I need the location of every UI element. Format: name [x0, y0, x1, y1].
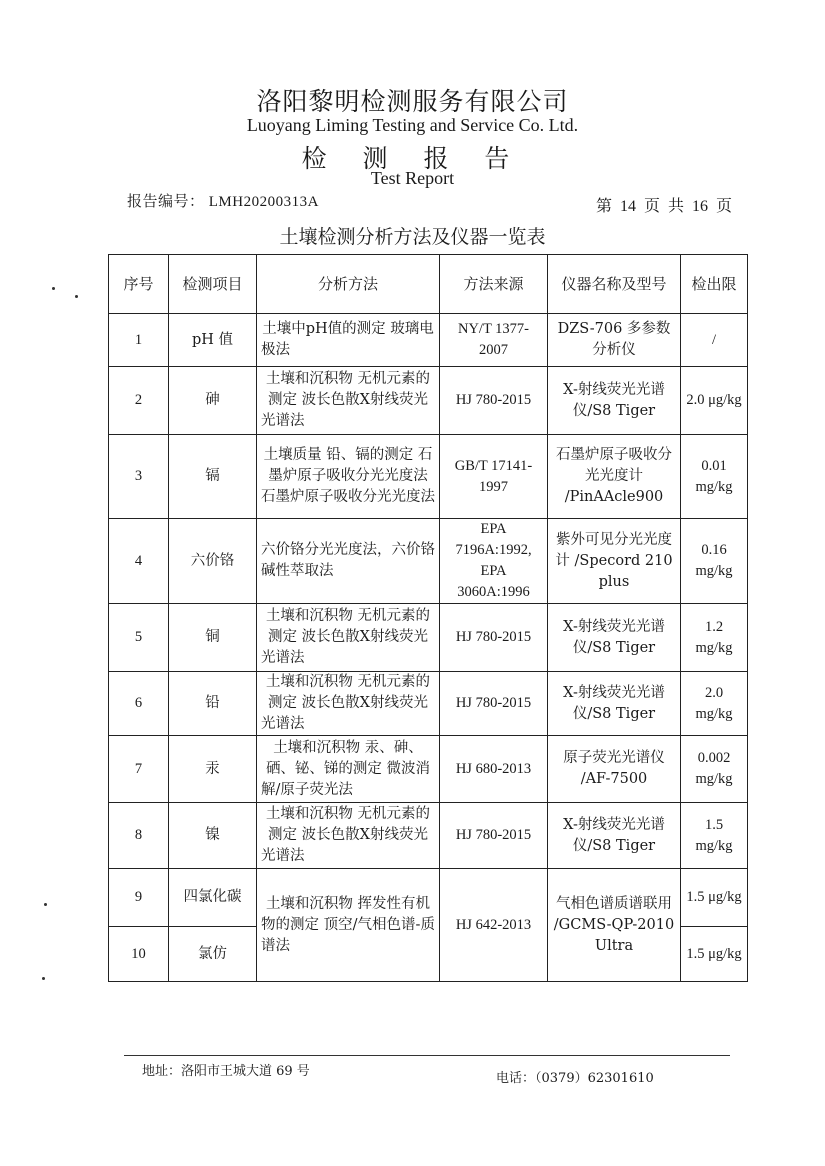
cell-limit: 1.5 μg/kg: [681, 927, 748, 982]
page-info: 第 14 页 共 16 页: [596, 198, 733, 215]
cell-source: GB/T 17141-1997: [440, 435, 548, 519]
cell-method: 土壤和沉积物 汞、砷、硒、铋、锑的测定 微波消解/原子荧光法: [257, 736, 440, 803]
cell-instrument: 紫外可见分光光度计 /Specord 210 plus: [548, 519, 681, 604]
company-name-cn: 洛阳黎明检测服务有限公司: [256, 87, 569, 116]
cell-method: 六价铬分光光度法，六价铬碱性萃取法: [257, 519, 440, 604]
table-row: [109, 736, 748, 803]
cell-no: 5: [109, 604, 169, 672]
cell-no: 8: [109, 803, 169, 869]
cell-item: 汞: [169, 736, 257, 803]
cell-source: HJ 780-2015: [440, 672, 548, 736]
scan-speck: [44, 903, 47, 906]
cell-limit: 2.0 mg/kg: [681, 672, 748, 736]
table-header-row: [109, 255, 748, 314]
cell-instrument: X-射线荧光光谱仪/S8 Tiger: [548, 803, 681, 869]
report-title-cn: 检 测 报 告: [301, 144, 524, 173]
cell-instrument: 原子荧光光谱仪 /AF-7500: [548, 736, 681, 803]
cell-method: 土壤和沉积物 无机元素的测定 波长色散X射线荧光光谱法: [257, 604, 440, 672]
scan-speck: [75, 295, 78, 298]
footer-phone: 电话：（0379）62301610: [496, 1071, 654, 1086]
cell-limit: /: [681, 314, 748, 367]
report-title-en: Test Report: [370, 168, 455, 188]
methods-table: [108, 254, 748, 982]
cell-limit: 0.002 mg/kg: [681, 736, 748, 803]
cell-item: 铜: [169, 604, 257, 672]
cell-source: HJ 780-2015: [440, 604, 548, 672]
cell-no: 2: [109, 367, 169, 435]
table-row: [109, 672, 748, 736]
cell-method: 土壤质量 铅、镉的测定 石墨炉原子吸收分光光度法 石墨炉原子吸收分光光度法: [257, 435, 440, 519]
cell-item: pH 值: [169, 314, 257, 367]
cell-method: 土壤和沉积物 无机元素的测定 波长色散X射线荧光光谱法: [257, 367, 440, 435]
cell-instrument-merged: 气相色谱质谱联用 /GCMS-QP-2010 Ultra: [548, 869, 681, 982]
cell-source: EPA 7196A:1992, EPA 3060A:1996: [440, 519, 548, 604]
cell-limit: 0.16 mg/kg: [681, 519, 748, 604]
header-method: 分析方法: [257, 255, 440, 314]
footer-address: 地址：洛阳市王城大道 69 号: [142, 1064, 310, 1079]
table-row: [109, 869, 748, 927]
table-row: [109, 435, 748, 519]
cell-limit: 0.01 mg/kg: [681, 435, 748, 519]
table-row: [109, 803, 748, 869]
cell-item: 铅: [169, 672, 257, 736]
cell-no: 9: [109, 869, 169, 927]
cell-no: 7: [109, 736, 169, 803]
cell-no: 4: [109, 519, 169, 604]
cell-instrument: X-射线荧光光谱仪/S8 Tiger: [548, 672, 681, 736]
cell-instrument: DZS-706 多参数分析仪: [548, 314, 681, 367]
header-limit: 检出限: [681, 255, 748, 314]
header-instrument: 仪器名称及型号: [548, 255, 681, 314]
cell-item: 镍: [169, 803, 257, 869]
cell-method: 土壤和沉积物 无机元素的测定 波长色散X射线荧光光谱法: [257, 803, 440, 869]
cell-no: 10: [109, 927, 169, 982]
cell-method: 土壤和沉积物 无机元素的测定 波长色散X射线荧光光谱法: [257, 672, 440, 736]
cell-source: HJ 780-2015: [440, 367, 548, 435]
table-title: 土壤检测分析方法及仪器一览表: [279, 226, 546, 248]
cell-limit: 2.0 μg/kg: [681, 367, 748, 435]
footer-divider: [124, 1055, 730, 1056]
cell-item: 六价铬: [169, 519, 257, 604]
scan-speck: [42, 977, 45, 980]
cell-no: 3: [109, 435, 169, 519]
table-row: [109, 519, 748, 604]
cell-item: 氯仿: [169, 927, 257, 982]
cell-item: 镉: [169, 435, 257, 519]
cell-instrument: X-射线荧光光谱仪/S8 Tiger: [548, 604, 681, 672]
cell-limit: 1.5 μg/kg: [681, 869, 748, 927]
cell-method: 土壤中pH值的测定 玻璃电极法: [257, 314, 440, 367]
cell-instrument: X-射线荧光光谱仪/S8 Tiger: [548, 367, 681, 435]
cell-source: NY/T 1377-2007: [440, 314, 548, 367]
cell-source: HJ 780-2015: [440, 803, 548, 869]
cell-no: 6: [109, 672, 169, 736]
cell-item: 砷: [169, 367, 257, 435]
cell-source: HJ 680-2013: [440, 736, 548, 803]
cell-item: 四氯化碳: [169, 869, 257, 927]
cell-method-merged: 土壤和沉积物 挥发性有机物的测定 顶空/气相色谱-质谱法: [257, 869, 440, 982]
scan-speck: [52, 287, 55, 290]
cell-no: 1: [109, 314, 169, 367]
table-row: [109, 367, 748, 435]
cell-instrument: 石墨炉原子吸收分光光度计 /PinAAcle900: [548, 435, 681, 519]
header-item: 检测项目: [169, 255, 257, 314]
header-source: 方法来源: [440, 255, 548, 314]
header-no: 序号: [109, 255, 169, 314]
company-name-en: Luoyang Liming Testing and Service Co. Ltd.: [246, 115, 579, 135]
cell-source-merged: HJ 642-2013: [440, 869, 548, 982]
table-row: [109, 314, 748, 367]
report-number: 报告编号： LMH20200313A: [127, 194, 319, 210]
cell-limit: 1.5 mg/kg: [681, 803, 748, 869]
cell-limit: 1.2 mg/kg: [681, 604, 748, 672]
table-row: [109, 604, 748, 672]
